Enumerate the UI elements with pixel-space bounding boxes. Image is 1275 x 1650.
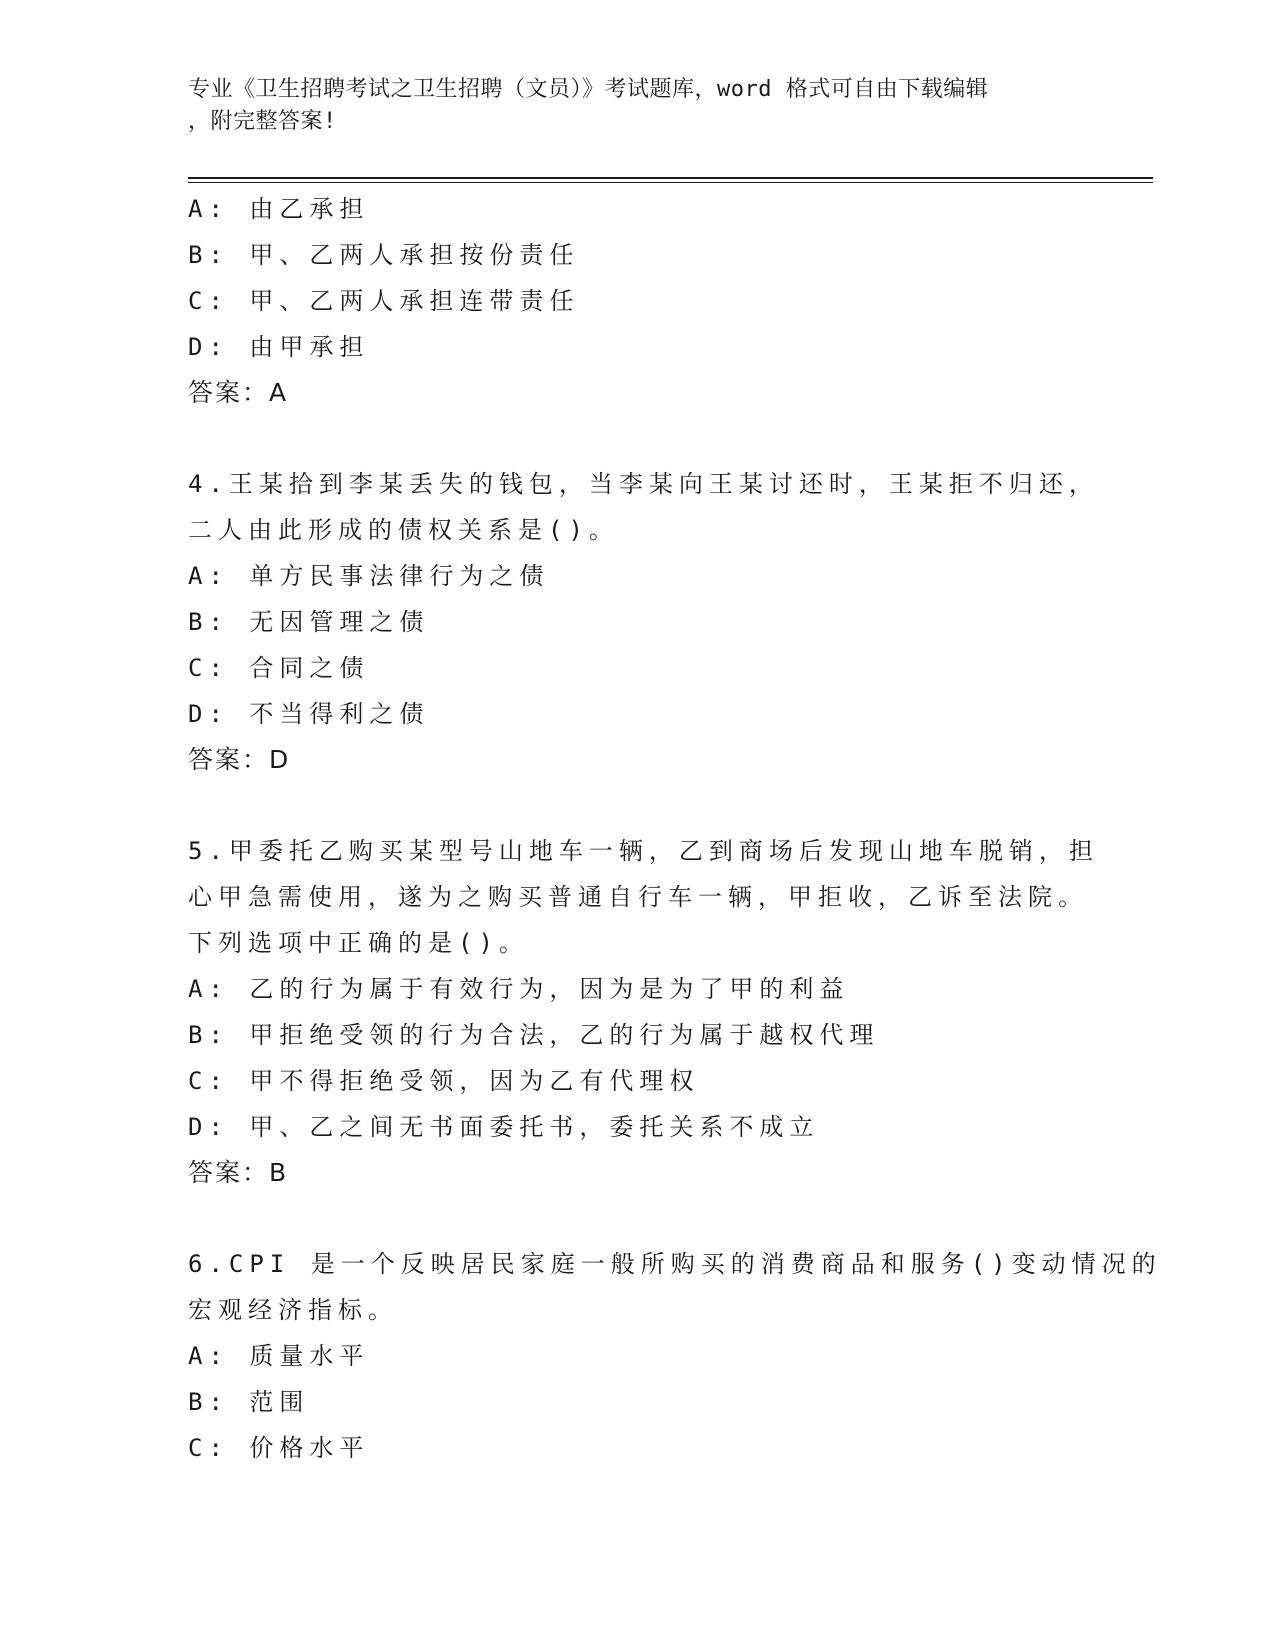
document-header — [188, 74, 1088, 138]
spacer — [188, 1196, 1128, 1241]
header-divider-thin — [188, 182, 1153, 183]
question-stem-line: 下列选项中正确的是()。 — [188, 929, 529, 957]
spacer — [188, 416, 1128, 461]
option-b: B: 无因管理之债 — [188, 608, 430, 636]
answer-line: 答案：A — [188, 378, 289, 407]
question-list — [188, 186, 1162, 1471]
question-stem-line: 宏观经济指标。 — [188, 1296, 398, 1324]
question-4 — [188, 461, 1128, 783]
question-stem-line: 二人由此形成的债权关系是()。 — [188, 516, 619, 544]
option-a: A: 单方民事法律行为之债 — [188, 562, 550, 590]
question-stem-line: 4.王某拾到李某丢失的钱包，当李某向王某讨还时，王某拒不归还， — [188, 470, 1099, 498]
question-3 — [188, 186, 1128, 416]
option-a: A: 由乙承担 — [188, 195, 370, 223]
spacer — [188, 783, 1128, 828]
answer-line: 答案：B — [188, 1158, 289, 1187]
option-d: D: 不当得利之债 — [188, 700, 430, 728]
question-6 — [188, 1241, 1162, 1471]
option-d: D: 由甲承担 — [188, 333, 370, 361]
option-b: B: 甲拒绝受领的行为合法，乙的行为属于越权代理 — [188, 1021, 880, 1049]
header-divider-thick — [188, 177, 1153, 179]
header-line-1: 专业《卫生招聘考试之卫生招聘（文员）》考试题库，word 格式可自由下载编辑 — [188, 77, 989, 102]
option-c: C: 价格水平 — [188, 1434, 370, 1462]
option-c: C: 甲、乙两人承担连带责任 — [188, 287, 580, 315]
question-stem-line: 6.CPI 是一个反映居民家庭一般所购买的消费商品和服务()变动情况的 — [188, 1250, 1162, 1278]
question-stem-line: 心甲急需使用，遂为之购买普通自行车一辆，甲拒收，乙诉至法院。 — [188, 883, 1088, 911]
question-stem-line: 5.甲委托乙购买某型号山地车一辆，乙到商场后发现山地车脱销，担 — [188, 837, 1099, 865]
header-line-2: ，附完整答案! — [188, 109, 337, 134]
option-a: A: 质量水平 — [188, 1342, 370, 1370]
answer-line: 答案：D — [188, 745, 291, 774]
option-c: C: 合同之债 — [188, 654, 370, 682]
option-c: C: 甲不得拒绝受领，因为乙有代理权 — [188, 1067, 700, 1095]
option-b: B: 甲、乙两人承担按份责任 — [188, 241, 580, 269]
option-b: B: 范围 — [188, 1388, 310, 1416]
question-5 — [188, 828, 1128, 1196]
option-d: D: 甲、乙之间无书面委托书，委托关系不成立 — [188, 1113, 820, 1141]
option-a: A: 乙的行为属于有效行为，因为是为了甲的利益 — [188, 975, 850, 1003]
